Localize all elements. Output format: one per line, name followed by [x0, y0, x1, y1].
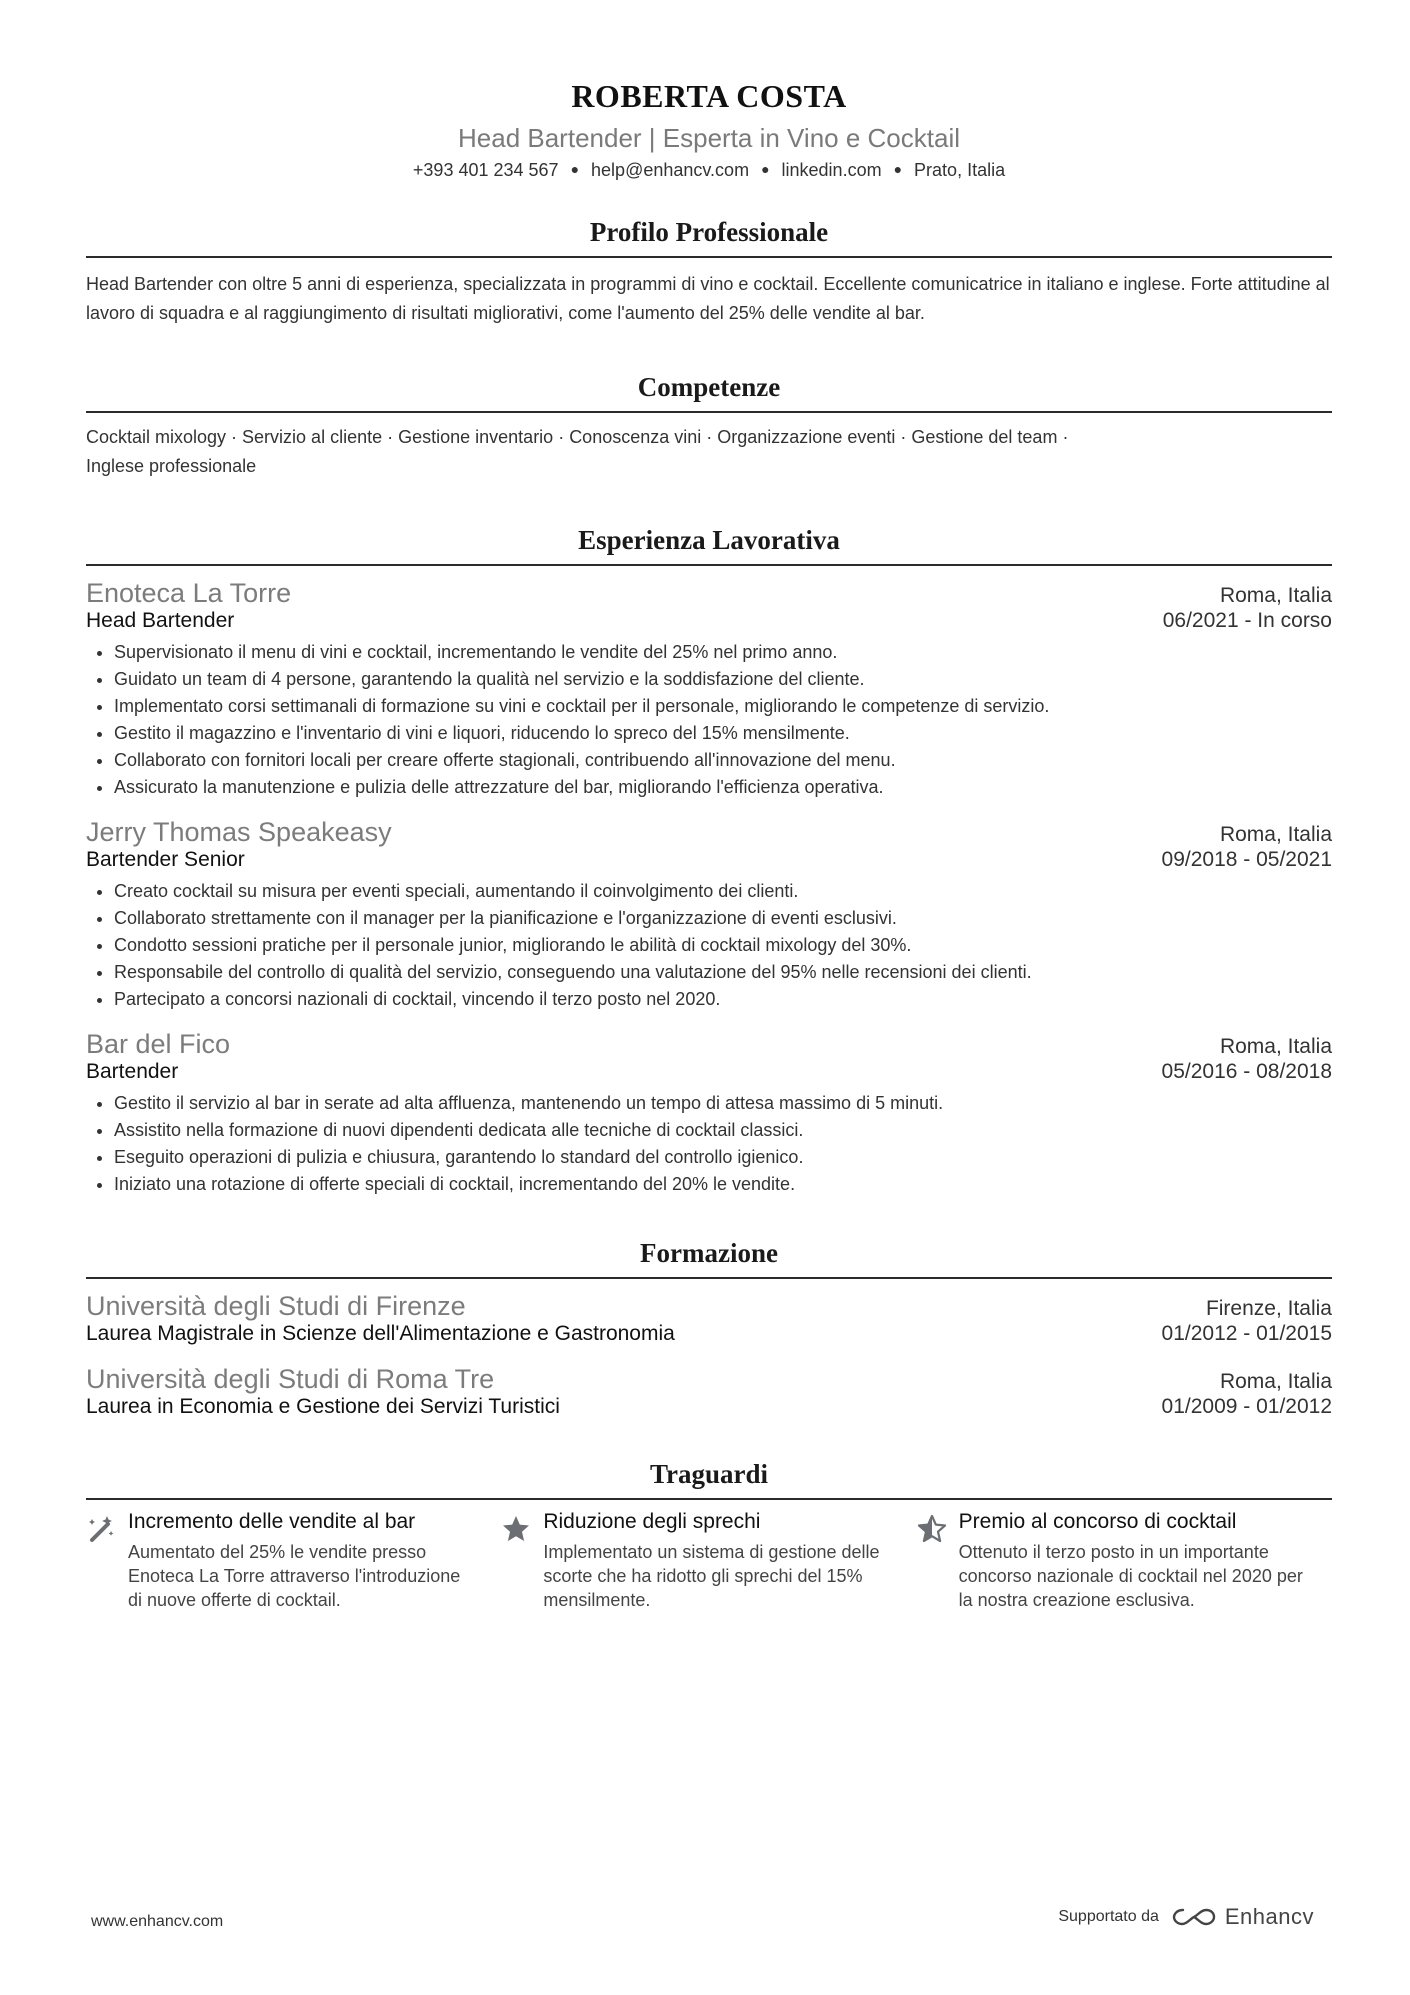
- experience-section: [86, 525, 1332, 1198]
- location: Prato, Italia: [914, 160, 1006, 180]
- job-location: Roma, Italia: [1219, 1035, 1332, 1058]
- bullet-item: • Supervisionato il menu di vini e cocktail, incrementando le vendite del 25% nel primo anno.: [114, 639, 1332, 666]
- resume-page: [86, 0, 1332, 1612]
- company-name: Enoteca La Torre: [86, 578, 292, 608]
- magic-wand-icon: [86, 1510, 128, 1612]
- job-location: Roma, Italia: [1219, 823, 1332, 846]
- company-name: Jerry Thomas Speakeasy: [86, 817, 392, 847]
- job-bullets: [86, 878, 1332, 1013]
- education-dates: 01/2009 - 01/2012: [1161, 1395, 1332, 1418]
- phone[interactable]: +393 401 234 567: [412, 160, 559, 180]
- experience-entry: [86, 578, 1332, 801]
- job-bullets: [86, 1090, 1332, 1198]
- education-entry: [86, 1291, 1332, 1346]
- skills-line: Inglese professionale: [86, 456, 257, 476]
- bullet-item: • Assicurato la manutenzione e pulizia delle attrezzature del bar, migliorando l'efficienza operativa.: [114, 774, 1332, 801]
- bullet-item: • Creato cocktail su misura per eventi speciali, aumentando il coinvolgimento dei clienti.: [114, 878, 1332, 905]
- experience-entry: [86, 1029, 1332, 1198]
- achievement-title: Incremento delle vendite al bar: [128, 1510, 416, 1533]
- skills-list: [86, 423, 1332, 481]
- footer-website[interactable]: www.enhancv.com: [91, 1913, 224, 1930]
- contact-line: [86, 160, 1332, 181]
- linkedin[interactable]: linkedin.com: [781, 160, 882, 180]
- powered-by-text: Supportato da: [1058, 1908, 1159, 1925]
- degree-title: Laurea Magistrale in Scienze dell'Alimentazione e Gastronomia: [86, 1322, 675, 1345]
- bullet-item: • Gestito il magazzino e l'inventario di vini e liquori, riducendo lo spreco del 15% mensilmente.: [114, 720, 1332, 747]
- separator-dot: ●: [893, 161, 903, 177]
- company-name: Bar del Fico: [86, 1029, 231, 1059]
- email[interactable]: help@enhancv.com: [591, 160, 750, 180]
- section-title-skills: Competenze: [86, 372, 1332, 413]
- brand-name[interactable]: Enhancv: [1224, 1904, 1314, 1929]
- bullet-item: • Responsabile del controllo di qualità del servizio, conseguendo una valutazione del 95% nelle recensioni dei clienti.: [114, 959, 1332, 986]
- education-dates: 01/2012 - 01/2015: [1161, 1322, 1332, 1345]
- section-title-profile: Profilo Professionale: [86, 217, 1332, 258]
- job-dates: 06/2021 - In corso: [1162, 609, 1332, 632]
- job-title: Bartender: [86, 1060, 179, 1083]
- achievement-desc: Ottenuto il terzo posto in un importante concorso nazionale di cocktail nel 2020 per la nostra creazione esclusiva.: [958, 1542, 1303, 1610]
- bullet-item: • Iniziato una rotazione di offerte speciali di cocktail, incrementando del 20% le vendite.: [114, 1171, 1332, 1198]
- section-title-achievements: Traguardi: [86, 1459, 1332, 1500]
- school-name: Università degli Studi di Firenze: [86, 1291, 466, 1321]
- half-star-icon: [917, 1510, 959, 1612]
- achievement-item: [501, 1510, 916, 1612]
- achievements-grid: [86, 1510, 1332, 1612]
- bullet-item: • Guidato un team di 4 persone, garantendo la qualità nel servizio e la soddisfazione del cliente.: [114, 666, 1332, 693]
- profile-section: [86, 217, 1332, 328]
- bullet-item: • Collaborato con fornitori locali per creare offerte stagionali, contribuendo all'innovazione del menu.: [114, 747, 1332, 774]
- achievement-title: Premio al concorso di cocktail: [958, 1510, 1237, 1533]
- profile-text: Head Bartender con oltre 5 anni di esperienza, specializzata in programmi di vino e cocktail. Eccellente comunicatrice in italiano e inglese. Forte attitudine al lavoro di squadra e al raggiungimento di risultati migliorativi, come l'aumento del 25% delle vendite al bar.: [86, 274, 1330, 323]
- achievement-desc: Aumentato del 25% le vendite presso Enoteca La Torre attraverso l'introduzione di nuove offerte di cocktail.: [128, 1542, 461, 1610]
- degree-title: Laurea in Economia e Gestione dei Servizi Turistici: [86, 1395, 560, 1418]
- bullet-item: • Eseguito operazioni di pulizia e chiusura, garantendo lo standard del controllo igienico.: [114, 1144, 1332, 1171]
- bullet-item: • Collaborato strettamente con il manager per la pianificazione e l'organizzazione di eventi esclusivi.: [114, 905, 1332, 932]
- achievements-section: [86, 1459, 1332, 1612]
- job-dates: 09/2018 - 05/2021: [1161, 848, 1332, 871]
- education-entry: [86, 1364, 1332, 1419]
- skills-section: [86, 372, 1332, 481]
- footer-branding: [1058, 1904, 1314, 1930]
- bullet-item: • Partecipato a concorsi nazionali di cocktail, vincendo il terzo posto nel 2020.: [114, 986, 1332, 1013]
- bullet-item: • Assistito nella formazione di nuovi dipendenti dedicata alle tecniche di cocktail classici.: [114, 1117, 1332, 1144]
- bullet-item: • Implementato corsi settimanali di formazione su vini e cocktail per il personale, migliorando le competenze di servizio.: [114, 693, 1332, 720]
- job-title: Bartender Senior: [86, 848, 245, 871]
- section-title-experience: Esperienza Lavorativa: [86, 525, 1332, 566]
- achievement-item: [917, 1510, 1332, 1612]
- section-title-education: Formazione: [86, 1238, 1332, 1279]
- school-name: Università degli Studi di Roma Tre: [86, 1364, 495, 1394]
- star-icon: [501, 1510, 543, 1612]
- achievement-desc: Implementato un sistema di gestione delle scorte che ha ridotto gli sprechi del 15% mensilmente.: [543, 1542, 880, 1610]
- skills-line: Cocktail mixology · Servizio al cliente · Gestione inventario · Conoscenza vini · Organizzazione eventi · Gestione del team ·: [86, 427, 1069, 447]
- school-location: Roma, Italia: [1219, 1370, 1332, 1393]
- job-title: Head Bartender: [86, 609, 235, 632]
- school-location: Firenze, Italia: [1205, 1297, 1332, 1320]
- candidate-title: Head Bartender | Esperta in Vino e Cocktail: [458, 123, 960, 153]
- enhancv-logo-icon: [1171, 1905, 1217, 1929]
- job-location: Roma, Italia: [1219, 584, 1332, 607]
- achievement-item: [86, 1510, 501, 1612]
- job-bullets: [86, 639, 1332, 801]
- job-dates: 05/2016 - 08/2018: [1161, 1060, 1332, 1083]
- bullet-item: • Condotto sessioni pratiche per il personale junior, migliorando le abilità di cocktail mixology del 30%.: [114, 932, 1332, 959]
- candidate-name: ROBERTA COSTA: [571, 78, 847, 114]
- experience-entry: [86, 817, 1332, 1013]
- education-section: [86, 1238, 1332, 1419]
- bullet-item: • Gestito il servizio al bar in serate ad alta affluenza, mantenendo un tempo di attesa massimo di 5 minuti.: [114, 1090, 1332, 1117]
- achievement-title: Riduzione degli sprechi: [543, 1510, 761, 1533]
- separator-dot: ●: [570, 161, 580, 177]
- separator-dot: ●: [761, 161, 770, 177]
